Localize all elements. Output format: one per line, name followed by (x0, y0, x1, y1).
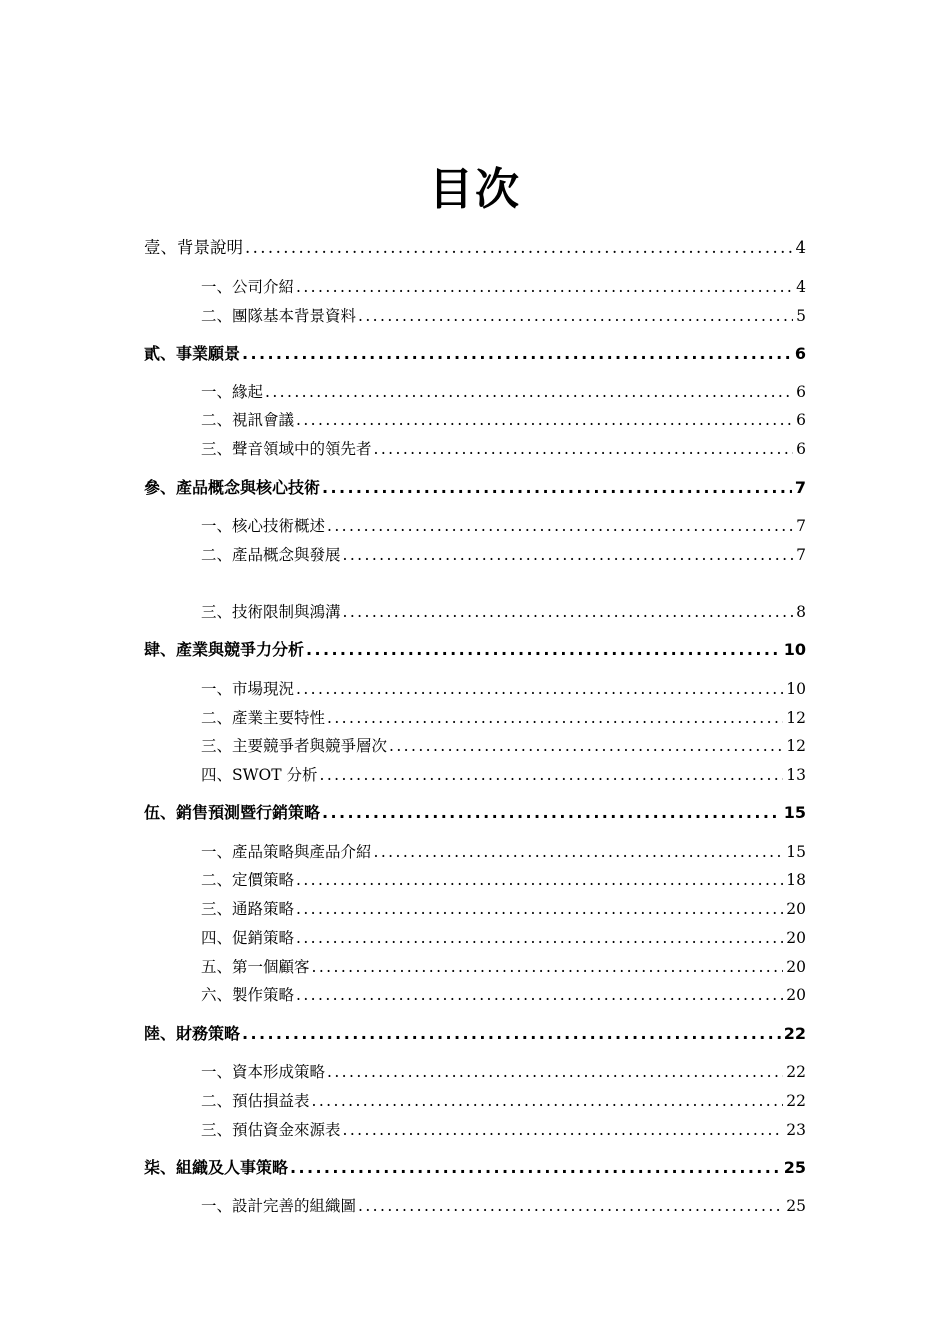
toc-entry-subsection[interactable] (201, 380, 806, 404)
toc-dot-leader (327, 514, 793, 538)
toc-entry-section[interactable] (144, 638, 806, 662)
toc-page-number: 6 (796, 383, 806, 401)
toc-entry-subsection[interactable] (201, 1089, 806, 1113)
toc-entry-label: 一、核心技術概述 (201, 517, 326, 535)
toc-page-number: 13 (786, 766, 806, 784)
toc-page-number: 25 (783, 1158, 806, 1177)
toc-dot-leader (389, 734, 783, 758)
toc-entry-label: 一、市場現況 (201, 680, 295, 698)
toc-dot-leader (265, 380, 793, 404)
toc-entry-subsection[interactable] (201, 1060, 806, 1084)
toc-entry-subsection[interactable] (201, 677, 806, 701)
toc-entry-subsection[interactable] (201, 600, 806, 624)
toc-entry-label: 參、產品概念與核心技術 (144, 478, 321, 497)
toc-dot-leader (320, 763, 784, 787)
toc-page-number: 4 (795, 238, 806, 257)
toc-dot-leader (296, 897, 783, 921)
toc-dot-leader (322, 476, 792, 500)
toc-page-number: 20 (786, 986, 806, 1004)
toc-entry-label: 三、主要競爭者與競爭層次 (201, 737, 388, 755)
toc-entry-subsection[interactable] (201, 983, 806, 1007)
toc-dot-leader (296, 677, 783, 701)
toc-entry-label: 三、通路策略 (201, 900, 295, 918)
toc-dot-leader (296, 926, 783, 950)
toc-entry-label: 二、產品概念與發展 (201, 546, 341, 564)
toc-dot-leader (306, 638, 781, 662)
toc-entry-subsection[interactable] (201, 514, 806, 538)
toc-dot-leader (358, 1194, 783, 1218)
toc-entry-subsection[interactable] (201, 1118, 806, 1142)
toc-entry-label: 柒、組織及人事策略 (144, 1158, 289, 1177)
toc-entry-label: 一、資本形成策略 (201, 1063, 326, 1081)
toc-entry-section[interactable] (144, 1022, 806, 1046)
toc-page-number: 22 (783, 1024, 806, 1043)
toc-page-number: 22 (786, 1063, 806, 1081)
toc-dot-leader (290, 1156, 781, 1180)
toc-dot-leader (327, 706, 783, 730)
toc-entry-label: 四、促銷策略 (201, 929, 295, 947)
toc-entry-label: 一、緣起 (201, 383, 264, 401)
toc-dot-leader (374, 437, 794, 461)
toc-page-number: 5 (796, 307, 806, 325)
toc-page-number: 4 (796, 278, 806, 296)
toc-entry-label: 三、預估資金來源表 (201, 1121, 341, 1139)
toc-dot-leader (327, 1060, 783, 1084)
toc-page-number: 6 (796, 440, 806, 458)
toc-page-number: 7 (794, 478, 806, 497)
toc-page-number: 8 (796, 603, 806, 621)
toc-entry-label: 二、視訊會議 (201, 411, 295, 429)
toc-entry-label: 一、設計完善的組織圖 (201, 1197, 357, 1215)
toc-entry-label: 二、團隊基本背景資料 (201, 307, 357, 325)
toc-entry-subsection[interactable] (201, 840, 806, 864)
toc-dot-leader (343, 543, 794, 567)
toc-dot-leader (374, 840, 784, 864)
toc-page-number: 20 (786, 958, 806, 976)
toc-entry-label: 肆、產業與競爭力分析 (144, 640, 305, 659)
toc-entry-label: 二、預估損益表 (201, 1092, 310, 1110)
toc-entry-subsection[interactable] (201, 868, 806, 892)
toc-dot-leader (343, 600, 794, 624)
toc-dot-leader (312, 1089, 784, 1113)
toc-dot-leader (296, 408, 793, 432)
toc-entry-subsection[interactable] (201, 763, 806, 787)
toc-entry-label: 貳、事業願景 (144, 344, 241, 363)
toc-entry-subsection[interactable] (201, 734, 806, 758)
toc-entry-subsection[interactable] (201, 408, 806, 432)
toc-entry-label: 一、產品策略與產品介紹 (201, 843, 372, 861)
toc-page-number: 15 (783, 803, 806, 822)
toc-dot-leader (296, 983, 783, 1007)
toc-entry-label: 二、產業主要特性 (201, 709, 326, 727)
toc-dot-leader (296, 275, 793, 299)
toc-page-number: 12 (786, 737, 806, 755)
toc-entry-subsection[interactable] (201, 1194, 806, 1218)
toc-entry-label: 陸、財務策略 (144, 1024, 241, 1043)
toc-entry-label: 一、公司介紹 (201, 278, 295, 296)
toc-entry-label: 伍、銷售預測暨行銷策略 (144, 803, 321, 822)
toc-page-number: 6 (796, 411, 806, 429)
toc-entry-label: 三、技術限制與鴻溝 (201, 603, 341, 621)
toc-entry-section[interactable] (144, 801, 806, 825)
toc-entry-section[interactable] (144, 342, 806, 366)
toc-dot-leader (343, 1118, 784, 1142)
toc-entry-label: 五、第一個顧客 (201, 958, 310, 976)
toc-page-number: 6 (794, 344, 806, 363)
toc-page-number: 12 (786, 709, 806, 727)
toc-page-number: 22 (786, 1092, 806, 1110)
toc-dot-leader (296, 868, 783, 892)
toc-entry-subsection[interactable] (201, 897, 806, 921)
toc-entry-subsection[interactable] (201, 304, 806, 328)
toc-entry-section[interactable] (144, 476, 806, 500)
toc-entry-label: 壹、背景說明 (144, 238, 243, 257)
toc-entry-subsection[interactable] (201, 706, 806, 730)
toc-dot-leader (312, 955, 784, 979)
toc-dot-leader (245, 236, 793, 260)
toc-entry-section[interactable] (144, 236, 806, 260)
toc-page-number: 20 (786, 900, 806, 918)
toc-dot-leader (358, 304, 793, 328)
toc-page-number: 23 (786, 1121, 806, 1139)
toc-entry-subsection[interactable] (201, 437, 806, 461)
page-title: 目次 (429, 164, 521, 215)
toc-entry-label: 六、製作策略 (201, 986, 295, 1004)
toc-page-number: 18 (786, 871, 806, 889)
toc-entry-subsection[interactable] (201, 543, 806, 567)
toc-entry-section[interactable] (144, 1156, 806, 1180)
toc-entry-label: 二、定價策略 (201, 871, 295, 889)
toc-entry-label: 三、聲音領域中的領先者 (201, 440, 372, 458)
toc-dot-leader (322, 801, 781, 825)
toc-entry-label: 四、SWOT 分析 (201, 766, 318, 784)
toc-page-number: 15 (786, 843, 806, 861)
toc-entry-subsection[interactable] (201, 955, 806, 979)
toc-dot-leader (242, 1022, 781, 1046)
toc-entry-subsection[interactable] (201, 926, 806, 950)
toc-page-number: 10 (786, 680, 806, 698)
toc-dot-leader (242, 342, 792, 366)
toc-page-number: 20 (786, 929, 806, 947)
toc-entry-subsection[interactable] (201, 275, 806, 299)
toc-page-number: 10 (783, 640, 806, 659)
toc-page-number: 7 (796, 517, 806, 535)
toc-page-number: 7 (796, 546, 806, 564)
toc-page-number: 25 (786, 1197, 806, 1215)
